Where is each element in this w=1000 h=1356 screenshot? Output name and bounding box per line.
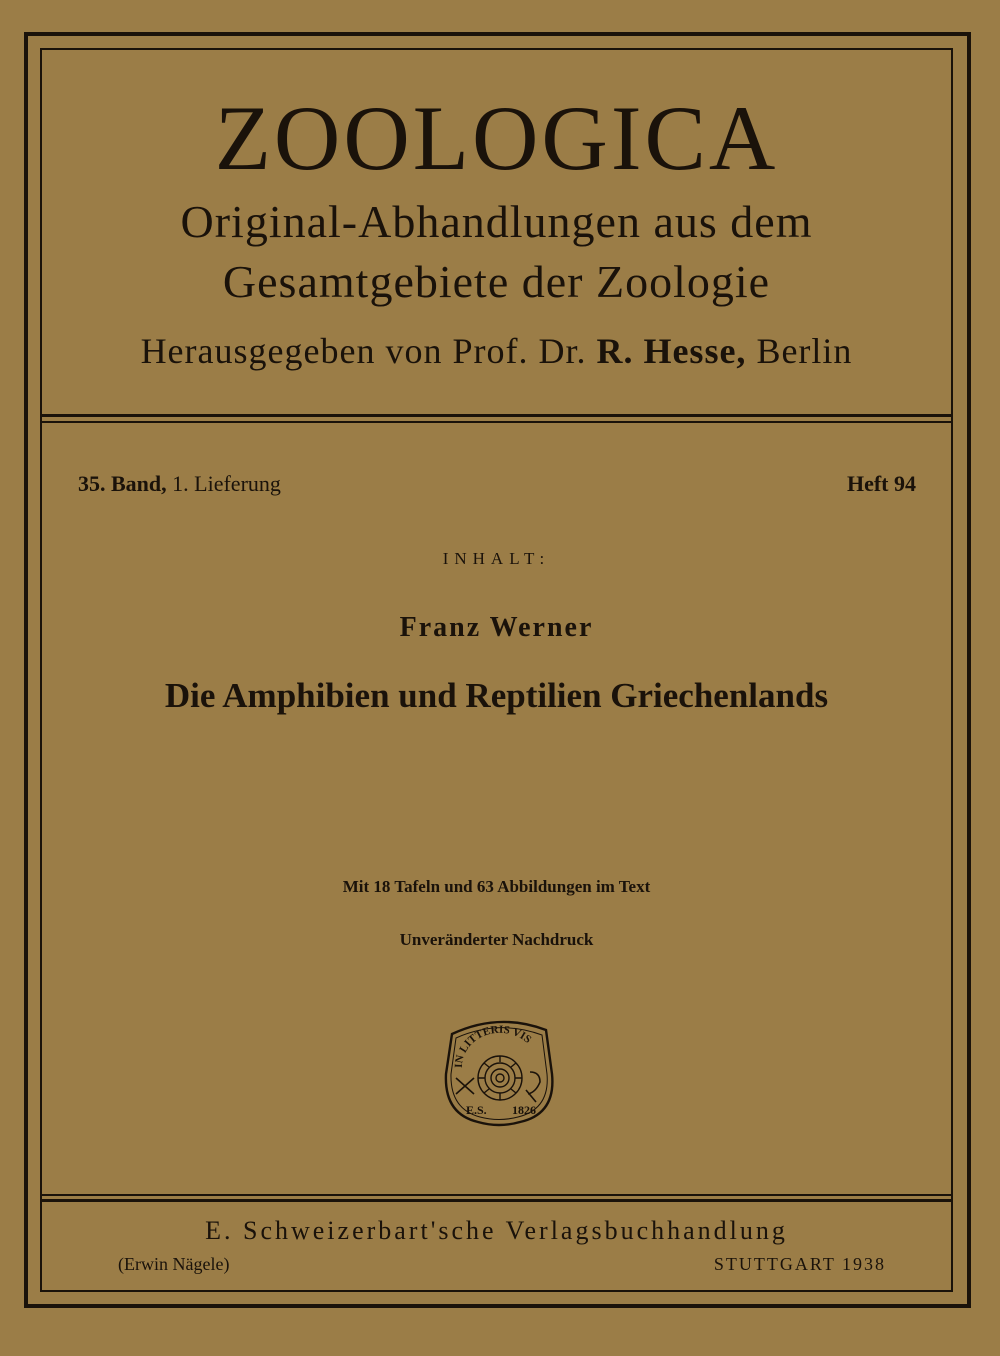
band-number: 35. Band,: [78, 471, 167, 496]
heft-number: Heft 94: [846, 471, 916, 496]
editor-prefix: Herausgegeben von Prof. Dr.: [140, 331, 587, 371]
publisher-seal-icon: [440, 1016, 558, 1128]
author-name: Franz Werner: [399, 612, 594, 643]
svg-text:IN LITTERIS VIS: [453, 1024, 534, 1069]
seal-motto: IN LITTERIS VIS: [452, 1023, 534, 1069]
footer-rule-bottom: [40, 1199, 953, 1202]
series-subtitle-line2: Gesamtgebiete der Zoologie: [222, 256, 771, 307]
header-rule-top: [40, 414, 953, 417]
series-title: ZOOLOGICA: [214, 87, 779, 189]
contents-label: INHALT:: [442, 549, 551, 568]
header-rule-bottom: [40, 421, 953, 423]
edition-note: Unveränderter Nachdruck: [399, 930, 594, 949]
publisher-name: E. Schweizerbart'sche Verlagsbuchhandlung: [205, 1216, 788, 1245]
seal-year: 1826: [512, 1103, 536, 1117]
volume-info: [78, 470, 281, 498]
seal-initials: E.S.: [466, 1103, 487, 1117]
work-title: Die Amphibien und Reptilien Griechenlands: [164, 676, 829, 715]
plates-note: Mit 18 Tafeln und 63 Abbildungen im Text: [342, 877, 651, 896]
ammonite-icon: [478, 1056, 522, 1100]
lieferung-number: 1. Lieferung: [172, 471, 281, 496]
series-subtitle-line1: Original-Abhandlungen aus dem: [180, 196, 813, 247]
footer-rule-top: [40, 1194, 953, 1196]
publisher-place-year: STUTTGART 1938: [713, 1254, 886, 1274]
publisher-owner: (Erwin Nägele): [118, 1254, 230, 1274]
editor-line: [40, 329, 953, 373]
editor-city: Berlin: [756, 331, 853, 371]
editor-name: R. Hesse,: [596, 331, 747, 371]
